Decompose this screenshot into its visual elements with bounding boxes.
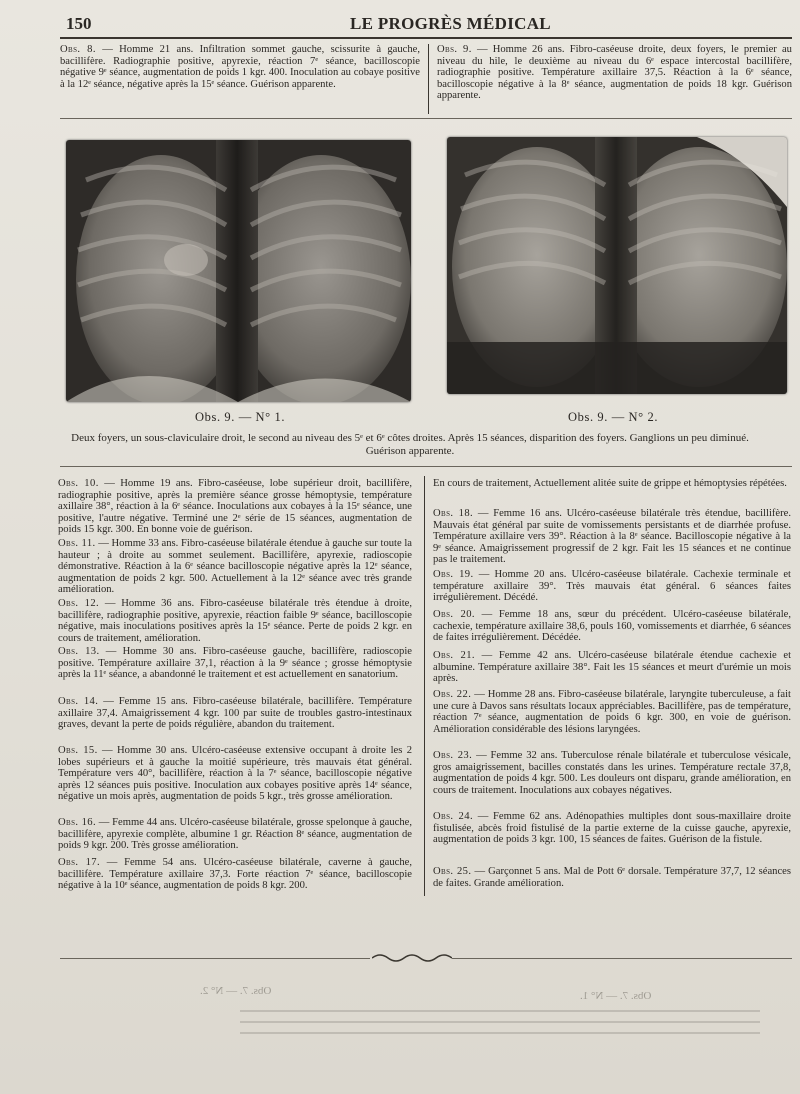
page-number: 150	[66, 14, 92, 33]
observation-text: — Femme 44 ans. Ulcéro-caséeuse bilatérale, grosse spelonque à gauche, bacillifère, apyrexie complète, albumine 1 gr. Réaction 8ᵉ séance, augmentation de poids 9 kgr. 200. Très grosse amélioration.	[58, 817, 413, 852]
observation-lead: Obs. 11.	[58, 538, 96, 549]
observation-lead: Obs. 13.	[58, 646, 100, 657]
observation-16	[58, 817, 412, 852]
observation-14	[58, 696, 412, 731]
page-header	[60, 14, 790, 36]
bottom-rule	[60, 958, 370, 959]
observation-lead: Obs. 14.	[58, 696, 99, 707]
top-column-divider	[428, 44, 429, 114]
radiograph-1	[66, 140, 411, 402]
observation-10	[58, 478, 412, 536]
observation-text: — Homme 26 ans. Fibro-caséeuse droite, deux foyers, le premier au niveau du hile, le deuxième au niveau du 6ᵉ espace intercostal bacillifère, radiographie positive. Température axillaire 37,5. Réaction à la 6ᵉ séance, bacilloscopie négative à la 8ᵉ séance, augmentation de poids 18 kgr. Guérison apparente.	[437, 44, 792, 102]
observation-lead: Obs. 22.	[433, 689, 472, 700]
chest-xray-image	[447, 137, 787, 394]
observation-13	[58, 646, 412, 681]
journal-title: LE PROGRÈS MÉDICAL	[350, 14, 551, 33]
figure-section-rule	[60, 466, 792, 467]
end-ornament	[372, 950, 452, 966]
observation-lead: Obs. 17.	[58, 857, 101, 868]
observation-text: — Femme 18 ans, sœur du précédent. Ulcéro-caséeuse bilatérale, cachexie, température axillaire 38,6, pouls 160, vomissements et diarrhée, 6 séances de faites irrégulièrement. Décédée.	[433, 609, 791, 644]
observation-22	[433, 689, 791, 735]
show-through-text	[240, 1010, 760, 1036]
observation-9	[437, 44, 792, 102]
observation-text: — Homme 20 ans. Ulcéro-caséeuse bilatérale. Cachexie terminale et température axillaire 39°. Très mauvais état général. 6 séances faites irrégulièrement. Décédé.	[433, 569, 792, 604]
observation-lead: Obs. 15.	[58, 745, 98, 756]
observation-lead: Obs. 18.	[433, 508, 474, 519]
observation-text: En cours de traitement, Actuellement alitée suite de grippe et hémoptysies répétées.	[433, 478, 787, 489]
observation-text: — Femme 42 ans. Ulcéro-caséeuse bilatérale étendue cachexie et albumine. Température axillaire 38°. Fait les 15 séances et meurt d'urémie un mois après.	[433, 650, 792, 685]
observation-lead: Obs. 21.	[433, 650, 475, 661]
observation-lead: Obs. 20.	[433, 609, 475, 620]
observation-text: — Femme 15 ans. Fibro-caséeuse bilatérale, bacillifère. Température axillaire 37,4. Amaigrissement 4 kgr. 100 par suite de troubles gastro-intestinaux graves, devant la perte de poids régulière, abandon du traitement.	[58, 696, 412, 731]
observation-text: — Homme 30 ans. Fibro-caséeuse gauche, bacillifère, radioscopie positive. Température axillaire 37,1, réaction à la 9ᵉ séance ; grosse hémoptysie après la 11ᵉ séance, a abandonné le traitement et est actuellement en sanatorium.	[58, 646, 412, 681]
observation-24	[433, 811, 791, 846]
column-divider	[424, 476, 425, 896]
observation-text: — Homme 21 ans. Infiltration sommet gauche, scissurite à gauche, bacillifère. Radiographie positive, apyrexie, réaction 7ᵉ séance, bacilloscopie négative 9ᵉ séance, augmentation de poids 1 kgr. 400. Inoculation au cobaye positive à la 12ᵉ séance, négative après la 15ᵉ séance. Guérison apparente.	[60, 44, 420, 90]
observation-text: — Homme 33 ans. Fibro-caséeuse bilatérale étendue à gauche sur toute la hauteur ; à droite au sommet seulement. Bacillifère, apyrexie, radioscopie démonstrative. Réaction à la 6ᵉ séance bacilloscopie négative après la 12ᵉ séance, augmentation de poids 2 kgr. 500. Actuellement à la 12ᵉ séance avec très grande amélioration.	[58, 538, 412, 596]
show-through-caption-a: Obs. 7. — N° 2.	[200, 985, 272, 997]
observation-15	[58, 745, 412, 803]
observation-lead: Obs. 10.	[58, 478, 99, 489]
observation-8	[60, 44, 420, 90]
observation-lead: Obs. 23.	[433, 750, 473, 761]
observation-lead: Obs. 12.	[58, 598, 100, 609]
figure-caption-1: Obs. 9. — N° 1.	[195, 410, 286, 424]
observation-text: — Femme 54 ans. Ulcéro-caséeuse bilatérale, caverne à gauche, bacillifère. Température axillaire 37,3. Forte réaction 7ᵉ séance, bacilloscopie négative à la 10ᵉ séance, augmentation de poids 8 kgr. 200.	[58, 857, 412, 892]
observation-lead: Obs. 8.	[60, 44, 96, 55]
observation-lead: Obs. 16.	[58, 817, 97, 828]
observation-text: — Femme 16 ans. Ulcéro-caséeuse bilatérale très étendue, bacillifère. Mauvais état général par suite de vomissements persistants et de diarrhée profuse. Température axillaire vers 39°. Réaction à la 8ᵉ séance. Bacilloscopie négative à la 9ᵉ séance. Amaigrissement progressif de 2 kgr. Fait les 15 séances et ne continue pas le traitement.	[433, 508, 791, 566]
observation-lead: Obs. 9.	[437, 44, 472, 55]
observation-20	[433, 609, 791, 644]
observation-11	[58, 538, 412, 596]
chest-xray-image	[66, 140, 411, 402]
observation-lead: Obs. 25.	[433, 866, 472, 877]
show-through-caption-b: Obs. 7. — N° 1.	[580, 990, 652, 1002]
observation-17	[58, 857, 412, 892]
observation-lead: Obs. 19.	[433, 569, 474, 580]
observation-text: — Femme 32 ans. Tuberculose rénale bilatérale et tuberculose vésicale, gros amaigrissement, bacilles constatés dans les urines. Température rectale 37,8, augmentation de poids 4 kgr. 500. Les douleurs ont disparu, grande amélioration, en cours de traitement. Inoculations aux cobayes négatives.	[433, 750, 792, 796]
header-rule	[60, 37, 792, 39]
observation-17-continued	[433, 478, 791, 490]
observation-25	[433, 866, 791, 889]
observation-23	[433, 750, 791, 796]
figure-caption-2: Obs. 9. — N° 2.	[568, 410, 659, 424]
observation-21	[433, 650, 791, 685]
observation-text: — Femme 62 ans. Adénopathies multiples dont sous-maxillaire droite fistulisée, abcès froid fistulisé de la partie externe de la cuisse gauche, apyrexie, augmentation de poids 3 kgr. 100, 15 séances de faites. Guérison de la fistule.	[433, 811, 792, 846]
observation-18	[433, 508, 791, 566]
bottom-rule	[452, 958, 792, 959]
observation-text: — Homme 36 ans. Fibro-caséeuse bilatérale très étendue à droite, bacillifère, radiographie positive, apyrexie, réaction faible 9ᵉ séance, bacilloscopie négative, mais inoculations positives après la 15ᵉ séance. Perte de poids 2 kgr. en cours de traitement, amélioration.	[58, 598, 413, 644]
observation-text: — Homme 28 ans. Fibro-caséeuse bilatérale, laryngite tuberculeuse, a fait une cure à Davos sans résultats locaux appréciables. Bacillifère, pas de température, réaction 7ᵉ séance, augmentation de poids 6 kgr. 300, en voie de guérison. Amélioration considérable des lésions laryngées.	[433, 689, 791, 735]
radiograph-2	[447, 137, 787, 394]
observation-text: — Homme 30 ans. Ulcéro-caséeuse extensive occupant à droite les 2 lobes supérieurs et à gauche la moitié supérieure, très mauvais état général. Température vers 40°, bacillifère, réaction à la 7ᵉ séance, bacilloscopie négative après 12 séances puis positive. Inoculation aux cobayes positive après 14ᵉ séance, négative un mois après, augmentation de poids 5 kgr., très grosse amélioration.	[58, 745, 413, 803]
observation-text: — Homme 19 ans. Fibro-caséeuse, lobe supérieur droit, bacillifère, radiographie positive, après la première séance grosse hémoptysie, température axillaire 38°, réaction à la 6ᵉ séance. Inoculations aux cobayes à la 15ᵉ séance, une positive, l'autre négative. Terminé une 2ᵉ série de 15 séances, augmentation de poids 15 kgr. 300. En bonne voie de guérison.	[58, 478, 412, 536]
top-section-rule	[60, 118, 792, 119]
observation-text: — Garçonnet 5 ans. Mal de Pott 6ᵉ dorsale. Température 37,7, 12 séances de faites. Grande amélioration.	[433, 866, 791, 889]
figure-legend: Deux foyers, un sous-claviculaire droit, le second au niveau des 5ᵉ et 6ᵉ côtes droites. Après 15 séances, disparition des foyers. Ganglions un peu diminué. Guérison apparente.	[71, 432, 749, 457]
observation-12	[58, 598, 412, 644]
observation-19	[433, 569, 791, 604]
observation-lead: Obs. 24.	[433, 811, 474, 822]
